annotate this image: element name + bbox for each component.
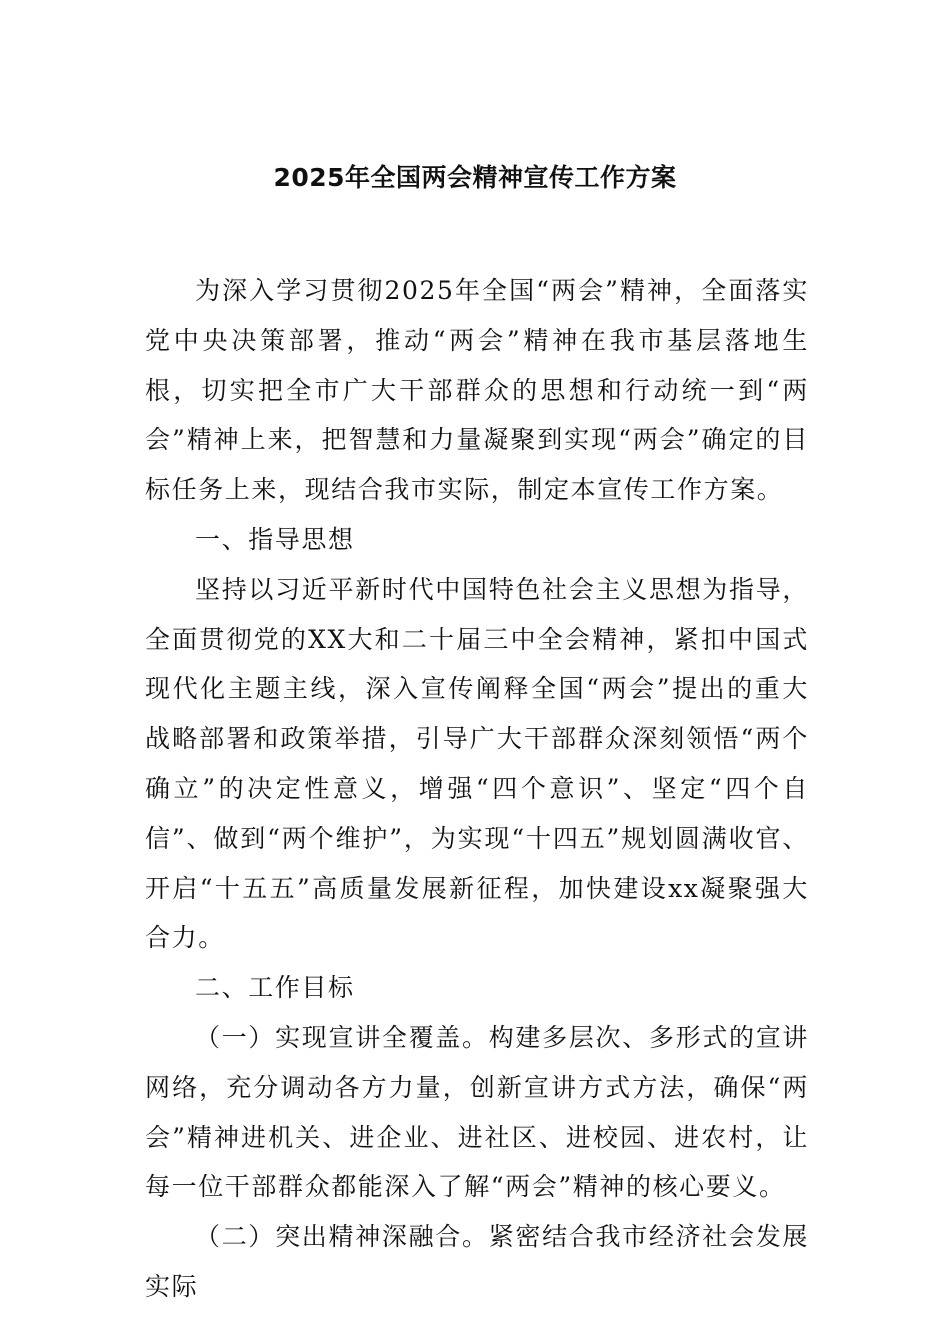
paragraph-guiding-ideology: 坚持以习近平新时代中国特色社会主义思想为指导，全面贯彻党的XX大和二十届三中全会精神，紧扣中国式现代化主题主线，深入宣传阐释全国“两会”提出的重大战略部署和政策举措，引导广大干部群众深刻领悟“两个确立”的决定性意义，增强“四个意识”、坚定“四个自信”、做到“两个维护”，为实现“十四五”规划圆满收官、开启“十五五”高质量发展新征程，加快建设xx凝聚强大合力。	[145, 574, 809, 953]
document-title: 2025年全国两会精神宣传工作方案	[273, 163, 677, 192]
paragraph-intro: 为深入学习贯彻2025年全国“两会”精神，全面落实党中央决策部署，推动“两会”精神在我市基层落地生根，切实把全市广大干部群众的思想和行动统一到“两会”精神上来，把智慧和力量凝聚到实现“两会”确定的目标任务上来，现结合我市实际，制定本宣传工作方案。	[145, 276, 809, 505]
paragraph-goal-1: （一）实现宣讲全覆盖。构建多层次、多形式的宣讲网络，充分调动各方力量，创新宣讲方式方法，确保“两会”精神进机关、进企业、进社区、进校园、进农村，让每一位干部群众都能深入了解“两会”精神的核心要义。	[145, 1022, 809, 1202]
document-body	[145, 266, 809, 1312]
paragraph-goal-2: （二）突出精神深融合。紧密结合我市经济社会发展实际	[145, 1222, 809, 1301]
section-heading-guiding-ideology: 一、指导思想	[195, 524, 355, 554]
section-heading-work-goals: 二、工作目标	[195, 973, 355, 1003]
